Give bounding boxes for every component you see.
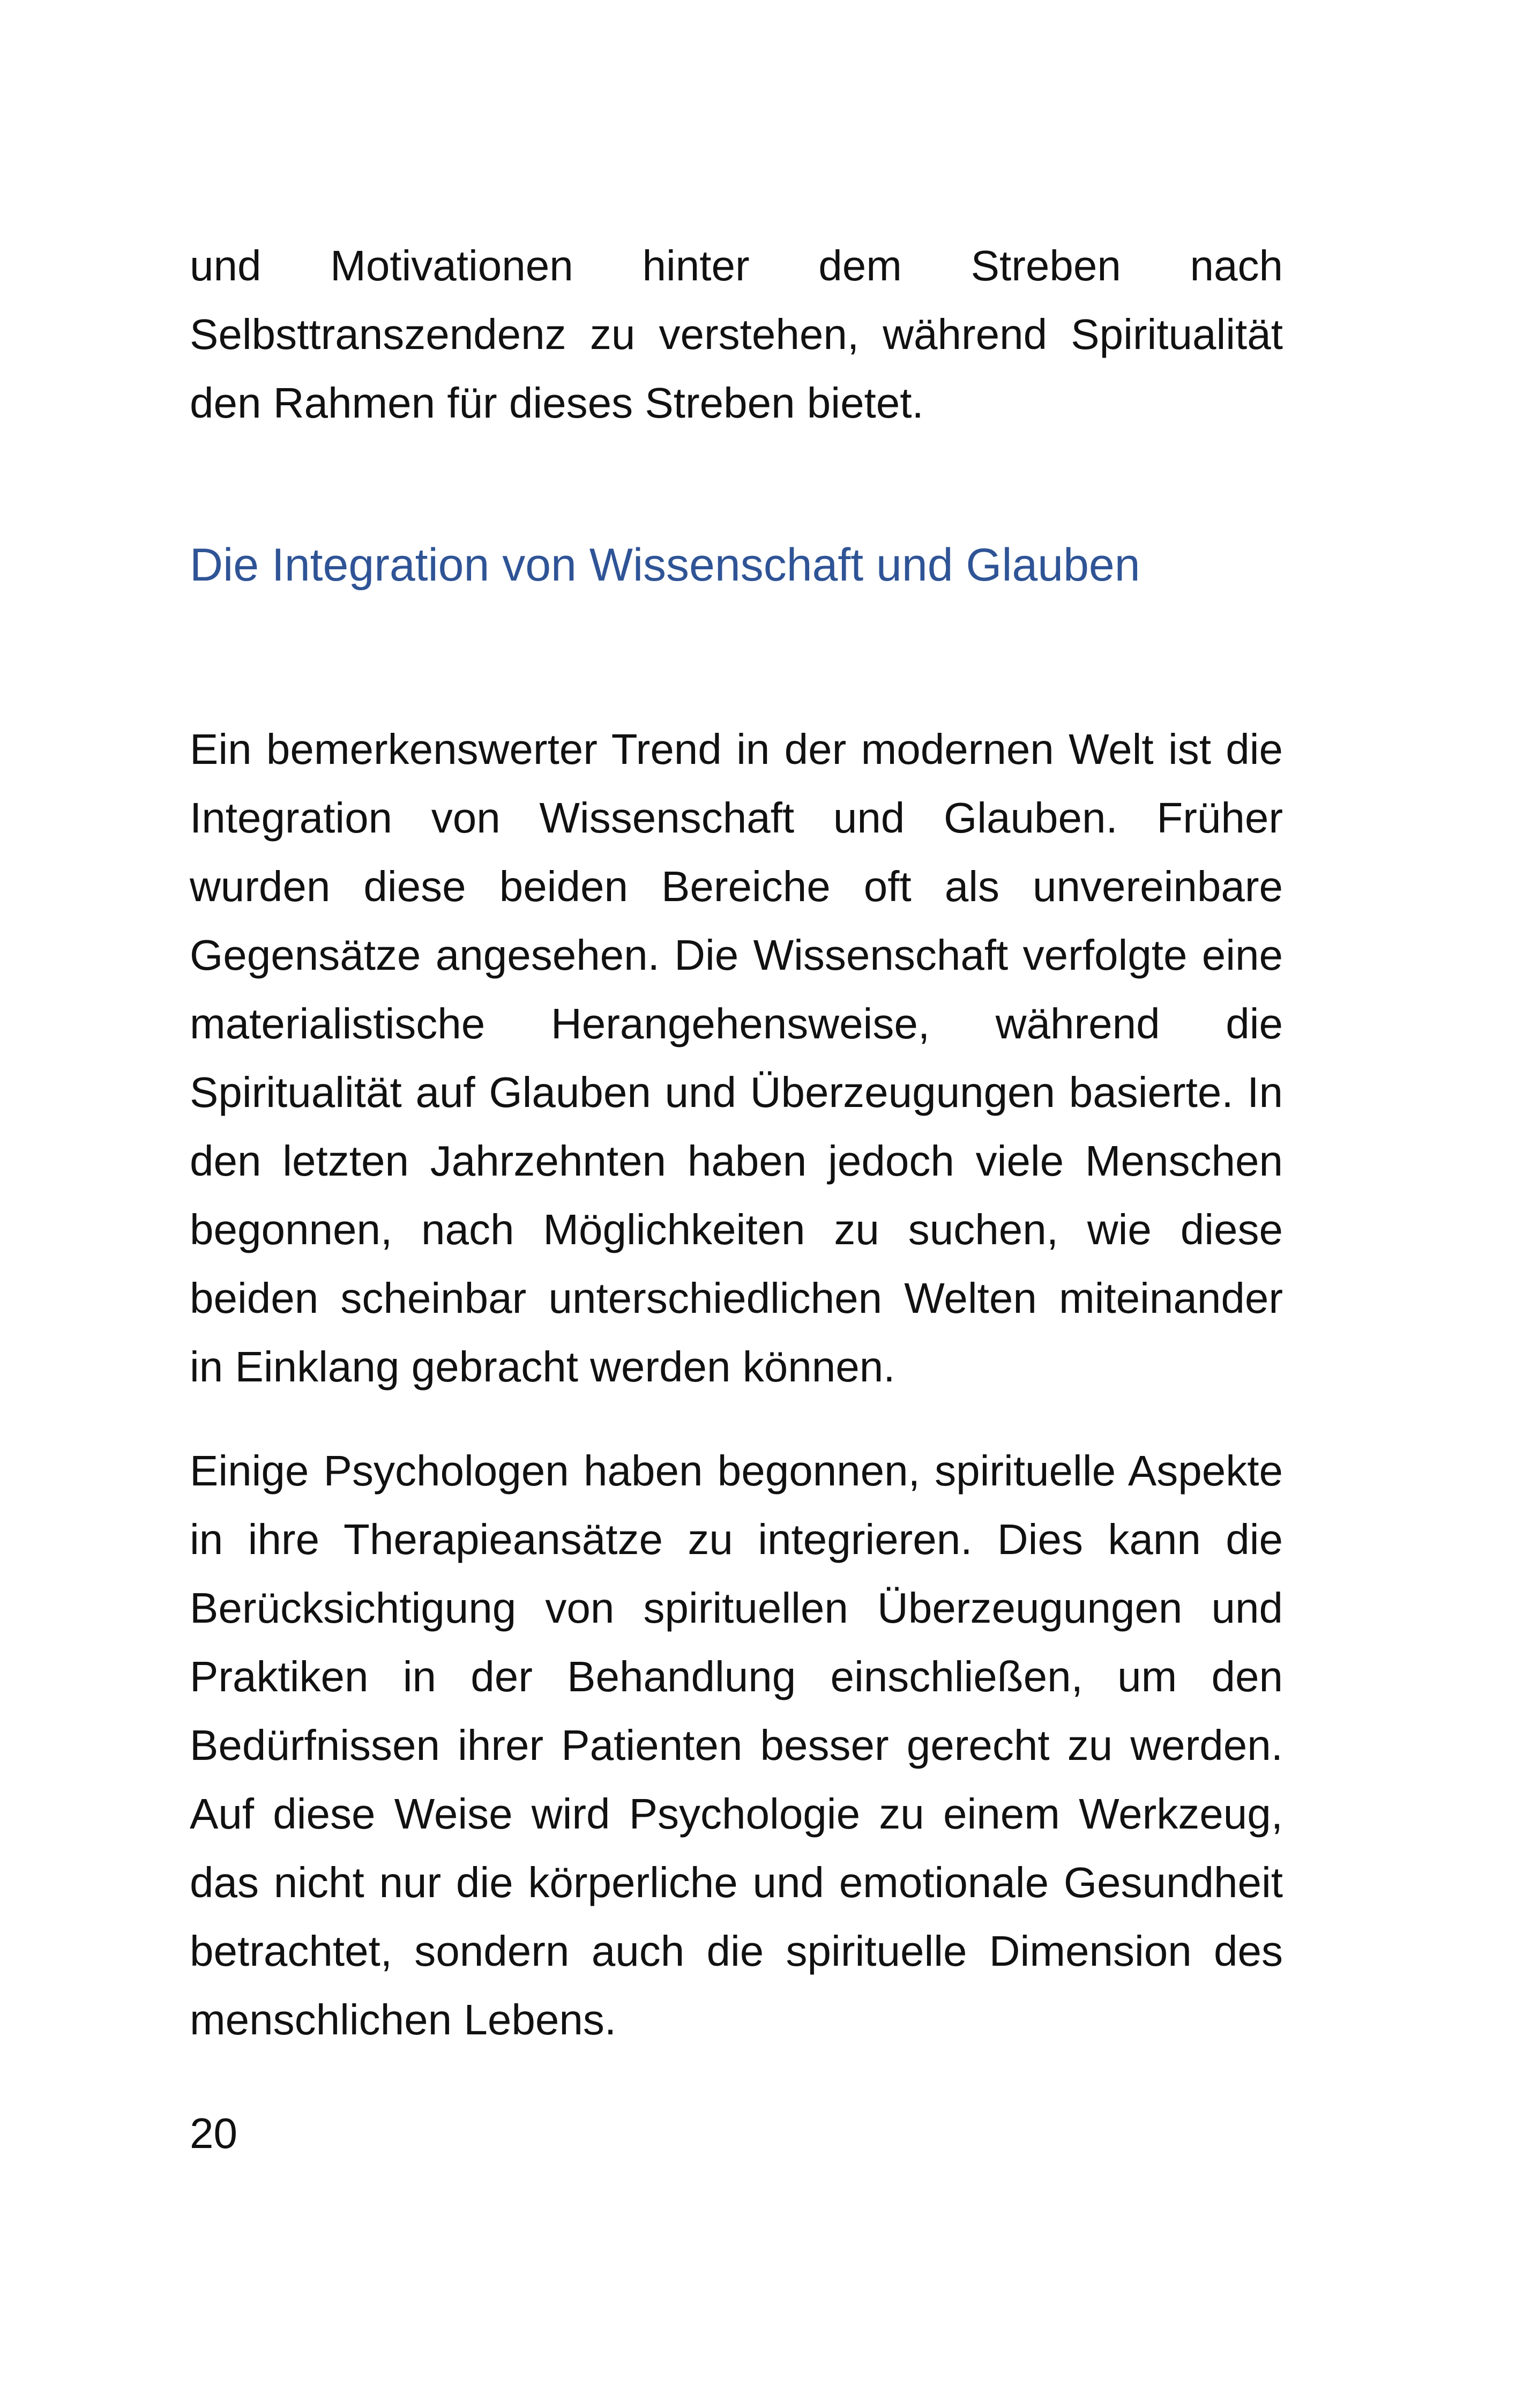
page-number: 20 — [190, 2109, 237, 2157]
continuation-paragraph: und Motivationen hinter dem Streben nach Selbsttranszendenz zu verstehen, während Spiritualität den Rahmen für dieses Streben bietet. — [190, 242, 1283, 427]
body-paragraph: Ein bemerkenswerter Trend in der modernen Welt ist die Integration von Wissenschaft und Glauben. Früher wurden diese beiden Bereiche oft als unvereinbare Gegensätze angesehen. Die Wissenschaft verfolgte eine materialistische Herangehensweise, während die Spiritualität auf Glauben und Überzeugungen basierte. In den letzten Jahrzehnten haben jedoch viele Menschen begonnen, nach Möglichkeiten zu suchen, wie diese beiden scheinbar unterschiedlichen Welten miteinander in Einklang gebracht werden können. — [190, 725, 1283, 1391]
body-paragraph: Einige Psychologen haben begonnen, spirituelle Aspekte in ihre Therapieansätze zu integrieren. Dies kann die Berücksichtigung von spirituellen Überzeugungen und Praktiken in der Behandlung einschließen, um den Bedürfnissen ihrer Patienten besser gerecht zu werden. Auf diese Weise wird Psychologie zu einem Werkzeug, das nicht nur die körperliche und emotionale Gesundheit betrachtet, sondern auch die spirituelle Dimension des menschlichen Lebens. — [190, 1447, 1283, 2043]
section-heading: Die Integration von Wissenschaft und Glauben — [190, 539, 1140, 591]
